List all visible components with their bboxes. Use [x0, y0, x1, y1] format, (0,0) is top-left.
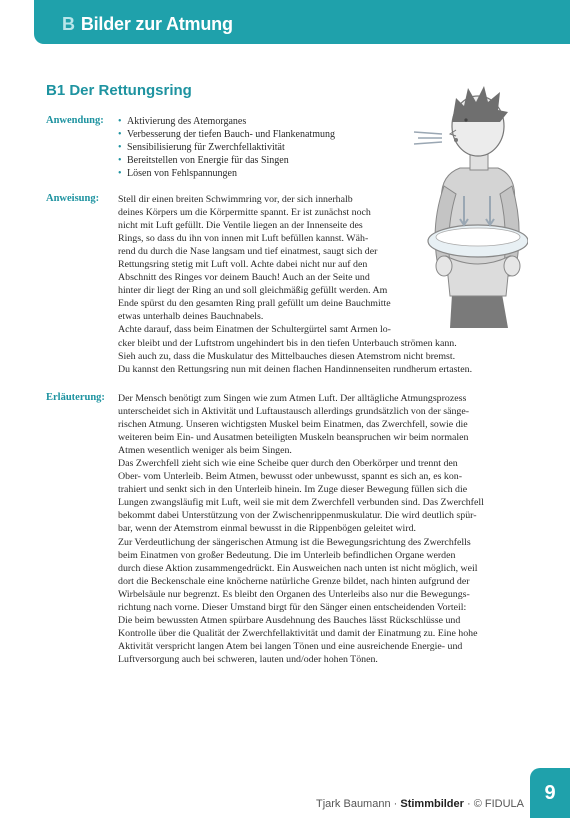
anwendung-item: • Bereitstellen von Energie für das Singen [118, 154, 335, 167]
erlaeuterung-line: weiteren beim Ein- und Ausatmen beteiligten Muskeln beanspruchen wir beim normalen [118, 432, 469, 444]
anweisung-line: hinter dir liegt der Ring an und soll gleichmäßig gefüllt werden. Am [118, 285, 388, 297]
illustration-breathing-figure [412, 76, 528, 328]
erlaeuterung-line: Ober- vom Unterleib. Beim Atmen, bewusst oder unbewusst, spannt es sich an, es kon- [118, 471, 462, 483]
anweisung-line: Rettungsring stetig mit Luft voll. Achte dabei nicht nur auf den [118, 259, 368, 271]
erlaeuterung-line: Luftversorgung auch bei schweren, lauten und/oder hohen Tönen. [118, 653, 378, 665]
footer-author: Tjark Baumann [315, 798, 391, 810]
anweisung-line: cker bleibt und der Luftstrom ungehindert bis in den tiefen Unterbauch strömen kann. [118, 337, 457, 349]
footer-credits [316, 798, 524, 810]
anwendung-list [118, 115, 335, 180]
anwendung-item: • Sensibilisierung für Zwerchfellaktivität [118, 141, 335, 154]
erlaeuterung-line: bekommt dabei Unterstützung von der Zwischenrippenmuskulatur. Die wird deutlich spür- [118, 510, 477, 522]
erlaeuterung-line: Atmen wesentlich weniger als beim Singen. [118, 445, 292, 457]
anwendung-label: Anwendung: [46, 115, 104, 126]
anweisung-line: Abschnitt des Ringes vor deinem Bauch! Auch an der Seite und [118, 272, 370, 284]
anweisung-line: nicht mit Luft gefüllt. Die Ventile liegen an der Innenseite des [118, 220, 363, 232]
anweisung-line: rend du durch die Nase langsam und tief einatmest, saugt sich der [118, 246, 378, 258]
erlaeuterung-line: Kontrolle über die Qualität der Zwerchfellaktivität und damit der Einatmung zu. Eine hohe [118, 627, 478, 639]
anweisung-line: Rings, so dass du ihn von innen mit Luft befüllen kannst. Wäh- [118, 233, 369, 245]
footer-copyright: · © [463, 798, 485, 810]
erlaeuterung-line: beim Einatmen von großer Bedeutung. Die im Unterleib befindlichen Organe werden [118, 549, 456, 561]
erlaeuterung-line: Lungen zwangsläufig mit Luft, weil sie mit dem Zwerchfell verbunden sind. Das Zwerchfell [118, 497, 484, 509]
erlaeuterung-line: rischen Atmung. Unseren wichtigsten Muskel beim Einatmen, das Zwerchfell, sowie die [118, 419, 468, 431]
anwendung-item: • Lösen von Fehlspannungen [118, 167, 335, 180]
anweisung-line: Du kannst den Rettungsring nun mit deinen flachen Handinnenseiten rundherum ertasten. [118, 363, 473, 375]
anweisung-line: Achte darauf, dass beim Einatmen der Schultergürtel samt Armen lo- [118, 324, 391, 336]
erlaeuterung-line: unterscheidet sich in Aktivität und Luftaustausch allerdings grundsätzlich von der sänge- [118, 406, 470, 418]
chapter-title-text: Bilder zur Atmung [80, 14, 233, 34]
erlaeuterung-label: Erläuterung: [46, 392, 105, 403]
section-title: B1 Der Rettungsring [46, 82, 192, 99]
anwendung-item: • Aktivierung des Atemorganes [118, 115, 335, 128]
erlaeuterung-text [118, 392, 484, 666]
footer-book: Stimmbilder [400, 798, 464, 810]
erlaeuterung-line: Die beim bewussten Atmen spürbare Ausdehnung des Bauches lässt Rückschlüsse und [118, 614, 461, 626]
erlaeuterung-line: richtung nach vorne. Dieser Umstand birgt für den Sänger einen entscheidenden Vorteil: [118, 601, 467, 613]
erlaeuterung-line: bar, wenn der Atemstrom einmal bewusst in die Rippenbögen geleitet wird. [118, 523, 416, 535]
anweisung-line: etwas unterhalb deines Bauchnabels. [118, 311, 264, 323]
chapter-title [62, 14, 233, 35]
erlaeuterung-line: Zur Verdeutlichung der sängerischen Atmung ist die Bewegungsrichtung des Zwerchfells [118, 536, 471, 548]
anweisung-line: deines Körpers um die Körpermitte spannt. Er ist zunächst noch [118, 207, 371, 219]
anweisung-line: Ende spürst du den gesamten Ring prall gefüllt um deine Bauchmitte [118, 298, 391, 310]
header [0, 0, 570, 50]
erlaeuterung-line: Das Zwerchfell zieht sich wie eine Scheibe quer durch den Oberkörper und trennt den [118, 458, 458, 470]
erlaeuterung-line: trahiert und senkt sich in den Unterleib hinein. Im Zuge dieser Bewegung füllen sich die [118, 484, 468, 496]
anweisung-line: Stell dir einen breiten Schwimmring vor, der sich innerhalb [118, 194, 353, 205]
anweisung-label: Anweisung: [46, 193, 100, 204]
erlaeuterung-line: Der Mensch benötigt zum Singen wie zum Atmen Luft. Der alltägliche Atmungsprozess [118, 393, 467, 404]
anweisung-line: Sieh auch zu, dass die Muskulatur des Mittelbauches diesen Atemstrom nicht bremst. [118, 350, 456, 362]
erlaeuterung-line: dort die Beckenschale eine knöcherne natürliche Grenze bildet, nach hinten aufgrund der [118, 575, 470, 587]
erlaeuterung-line: Aktivität verspricht langen Atem bei langen Tönen und eine ausreichende Energie- und [118, 640, 463, 652]
erlaeuterung-line: durch diese Aktion zusammengedrückt. Ein Ausweichen nach unten ist nicht möglich, weil [118, 562, 478, 574]
erlaeuterung-line: Wirbelsäule nur begrenzt. Es bleibt den Organen des Unterleibs also nur die Bewegungs- [118, 588, 470, 600]
page-number: 9 [530, 768, 570, 818]
footer-sep: · [390, 798, 401, 810]
footer-publisher: FIDULA [484, 798, 524, 810]
anwendung-item: • Verbesserung der tiefen Bauch- und Flankenatmung [118, 128, 335, 141]
chapter-letter: B [62, 14, 75, 34]
